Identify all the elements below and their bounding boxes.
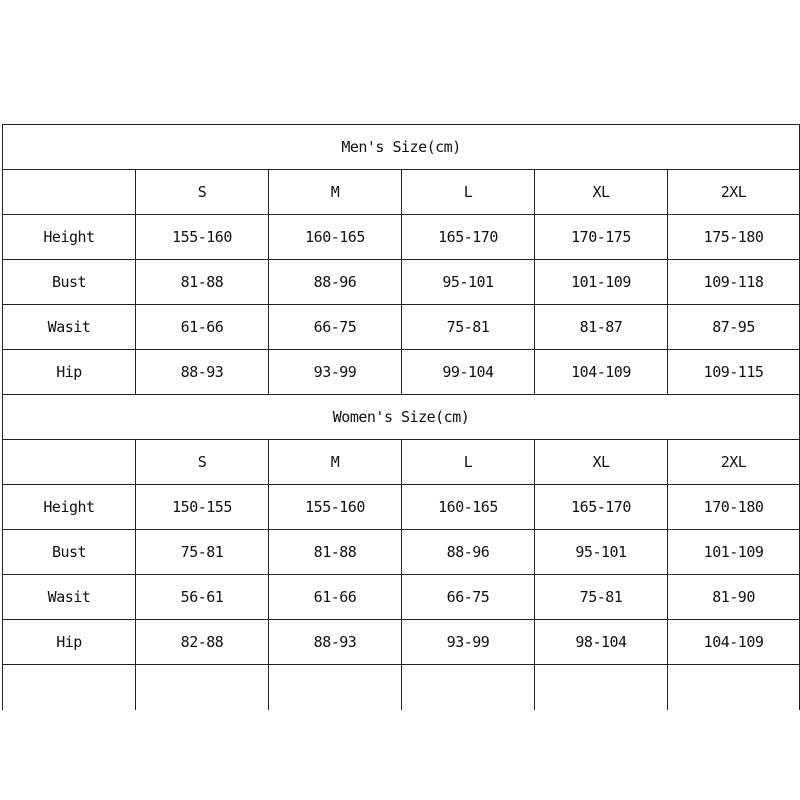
men-header-blank-cell (3, 170, 136, 215)
women-size-header-l: L (402, 440, 535, 485)
table-cell: 109-118 (668, 260, 800, 305)
table-cell: 81-87 (535, 305, 668, 350)
table-cell: 82-88 (136, 620, 269, 665)
men-title-row (3, 125, 800, 170)
men-hip-row (3, 350, 800, 395)
men-bust-row (3, 260, 800, 305)
table-cell: 150-155 (136, 485, 269, 530)
table-cell: 109-115 (668, 350, 800, 395)
women-height-row (3, 485, 800, 530)
table-cell: 175-180 (668, 215, 800, 260)
row-label: Height (3, 215, 136, 260)
table-cell: 81-88 (269, 530, 402, 575)
women-title-row (3, 395, 800, 440)
table-cut-off-edge (3, 665, 800, 710)
table-cell: 170-175 (535, 215, 668, 260)
row-label: Wasit (3, 575, 136, 620)
table-cell: 88-96 (402, 530, 535, 575)
men-size-header-xl: XL (535, 170, 668, 215)
table-cell: 98-104 (535, 620, 668, 665)
men-height-row (3, 215, 800, 260)
men-size-header-2xl: 2XL (668, 170, 800, 215)
men-waist-row (3, 305, 800, 350)
table-cell: 101-109 (535, 260, 668, 305)
table-cell: 75-81 (136, 530, 269, 575)
table-cell: 95-101 (402, 260, 535, 305)
row-label: Hip (3, 620, 136, 665)
table-cell: 155-160 (269, 485, 402, 530)
table-cell: 66-75 (402, 575, 535, 620)
table-cell: 61-66 (136, 305, 269, 350)
men-size-title: Men's Size(cm) (3, 125, 800, 170)
table-cell: 56-61 (136, 575, 269, 620)
table-cell: 165-170 (535, 485, 668, 530)
row-label: Bust (3, 530, 136, 575)
table-cell (402, 665, 535, 710)
table-cell: 88-96 (269, 260, 402, 305)
table-cell: 160-165 (402, 485, 535, 530)
women-size-header-2xl: 2XL (668, 440, 800, 485)
table-cell (535, 665, 668, 710)
men-size-header-m: M (269, 170, 402, 215)
table-cell: 75-81 (535, 575, 668, 620)
women-size-header-xl: XL (535, 440, 668, 485)
women-size-header-s: S (136, 440, 269, 485)
table-cell: 160-165 (269, 215, 402, 260)
table-cell: 75-81 (402, 305, 535, 350)
women-size-title: Women's Size(cm) (3, 395, 800, 440)
table-cell: 95-101 (535, 530, 668, 575)
table-cell: 101-109 (668, 530, 800, 575)
table-cell: 170-180 (668, 485, 800, 530)
row-label: Bust (3, 260, 136, 305)
table-cell (668, 665, 800, 710)
table-cell: 104-109 (535, 350, 668, 395)
table-cell: 165-170 (402, 215, 535, 260)
table-cell (3, 665, 136, 710)
row-label: Height (3, 485, 136, 530)
table-cell: 66-75 (269, 305, 402, 350)
table-cell: 88-93 (136, 350, 269, 395)
row-label: Wasit (3, 305, 136, 350)
table-cell (136, 665, 269, 710)
women-size-header-row (3, 440, 800, 485)
table-cell: 99-104 (402, 350, 535, 395)
table-cell: 88-93 (269, 620, 402, 665)
men-size-header-row (3, 170, 800, 215)
table-cell: 87-95 (668, 305, 800, 350)
men-size-header-s: S (136, 170, 269, 215)
women-header-blank-cell (3, 440, 136, 485)
women-waist-row (3, 575, 800, 620)
table-cell: 155-160 (136, 215, 269, 260)
women-bust-row (3, 530, 800, 575)
table-cell: 93-99 (402, 620, 535, 665)
men-size-header-l: L (402, 170, 535, 215)
table-cell: 81-90 (668, 575, 800, 620)
table-cell: 93-99 (269, 350, 402, 395)
table-cell (269, 665, 402, 710)
women-size-header-m: M (269, 440, 402, 485)
women-hip-row (3, 620, 800, 665)
row-label: Hip (3, 350, 136, 395)
table-cell: 81-88 (136, 260, 269, 305)
size-chart-table (2, 124, 800, 710)
table-cell: 104-109 (668, 620, 800, 665)
table-cell: 61-66 (269, 575, 402, 620)
